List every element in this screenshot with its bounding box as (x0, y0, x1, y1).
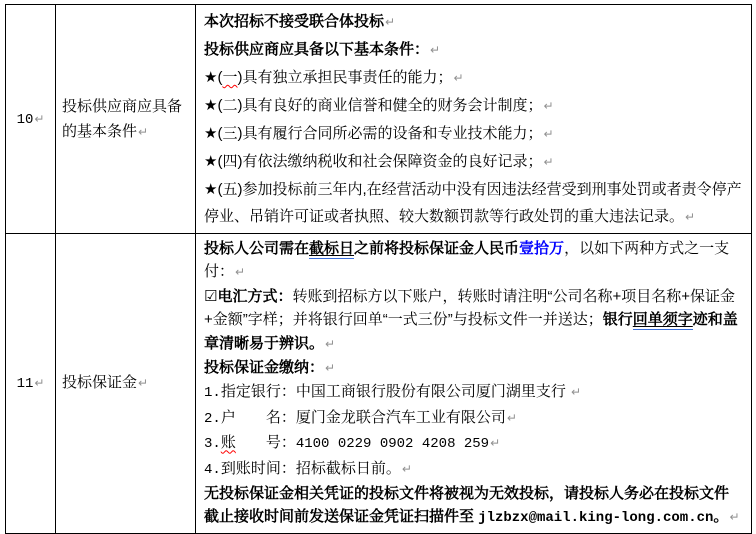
text-run: ★(五)参加投标前三年内,在经营活动中没有因违法经营受到刑事处罚或者责令停产停业、吊销许可证或者执照、较大数额罚款等行政处罚的重大违法记录。 (204, 181, 742, 225)
text-run: ，以如下两种方式之一支付： (204, 240, 730, 281)
list-index: 3. (204, 436, 221, 453)
paragraph-mark-icon: ↵ (138, 124, 149, 139)
content-cell[interactable] (196, 5, 752, 234)
payment-method-label: 电汇方式： (217, 287, 293, 305)
row-number: 10 (16, 112, 34, 128)
paragraph-mark-icon: ↵ (543, 99, 554, 113)
list-index: 1. (204, 385, 221, 402)
paragraph (204, 8, 743, 36)
arrival-time: 到账时间：招标截标日前。 (220, 459, 401, 477)
paragraph (204, 285, 743, 356)
text-run: )具有独立承担民事责任的能力； (237, 69, 453, 86)
paragraph-mark-icon: ↵ (453, 71, 464, 85)
list-index: 2. (204, 410, 221, 427)
text-run: ★(二)具有良好的商业信誉和健全的财务会计制度； (204, 97, 543, 114)
paragraph (204, 36, 743, 64)
paragraph-mark-icon: ↵ (729, 510, 740, 525)
paragraph-mark-icon: ↵ (325, 361, 336, 376)
checked-checkbox-icon: ☑ (204, 287, 218, 305)
paragraph-mark-icon: ↵ (138, 376, 149, 391)
spellcheck-flagged-text: 一 (222, 69, 238, 86)
section-label: 投标保证金缴纳： (204, 359, 325, 377)
paragraph (204, 482, 743, 531)
deadline-term: 截标日 (309, 240, 355, 257)
category-cell[interactable] (56, 234, 196, 534)
paragraph (204, 148, 743, 176)
account-number: 4100 0229 0902 4208 259 (295, 436, 490, 453)
row-number-cell[interactable] (6, 234, 56, 534)
account-name: 户 名：厦门金龙联合汽车工业有限公司 (220, 408, 506, 426)
paragraph-mark-icon: ↵ (543, 127, 554, 141)
text-run: 投标供应商应具备以下基本条件： (204, 41, 430, 58)
row-number: 11 (16, 376, 34, 393)
deposit-amount: 壹拾万 (519, 240, 565, 257)
paragraph (204, 176, 743, 231)
tender-requirements-table (5, 4, 752, 534)
text-run: 迹和盖章清晰易于辨识。 (204, 311, 738, 352)
paragraph (204, 431, 743, 456)
document-page (5, 4, 752, 534)
email-address: jlzbzx@mail.king-long.com.cn (478, 510, 714, 527)
format-flagged-text: 回单须字 (632, 311, 693, 329)
text-run: 银行 (602, 311, 633, 329)
paragraph-mark-icon: ↵ (34, 112, 45, 126)
paragraph-mark-icon: ↵ (430, 43, 441, 57)
text-run: 号： (235, 434, 296, 452)
list-index: 4. (204, 461, 221, 478)
paragraph (204, 120, 743, 148)
paragraph (204, 406, 743, 431)
row-number-cell[interactable] (6, 5, 56, 234)
text-run: 。 (713, 508, 729, 526)
bank-name: 指定银行：中国工商银行股份有限公司厦门湖里支行 (220, 383, 570, 401)
paragraph (204, 92, 743, 120)
paragraph-mark-icon: ↵ (570, 385, 582, 400)
table-row (6, 234, 752, 534)
table-row (6, 5, 752, 234)
paragraph (204, 237, 743, 285)
spellcheck-flagged-text: 账 (220, 434, 236, 452)
category-label: 投标保证金 (62, 374, 138, 392)
text-run: 本次招标不接受联合体投标 (204, 13, 385, 30)
text-run: ★(三)具有履行合同所必需的设备和专业技术能力； (204, 125, 543, 142)
paragraph-mark-icon: ↵ (401, 461, 412, 476)
paragraph-mark-icon: ↵ (490, 436, 501, 451)
paragraph-mark-icon: ↵ (685, 210, 696, 224)
paragraph-mark-icon: ↵ (506, 410, 517, 425)
paragraph (204, 457, 743, 482)
paragraph-mark-icon: ↵ (235, 265, 246, 280)
paragraph (204, 64, 743, 92)
category-label: 投标供应商应具备的基本条件 (62, 97, 183, 140)
paragraph-mark-icon: ↵ (543, 155, 554, 169)
content-cell[interactable] (196, 234, 752, 534)
text-run: ★( (204, 69, 223, 86)
warning-text: 无投标保证金相关凭证的投标文件将被视为无效投标，请投标人务必在投标文件截止接收时间前发送保证金凭证扫描件至 (204, 485, 730, 526)
paragraph-mark-icon: ↵ (34, 376, 45, 391)
paragraph-mark-icon: ↵ (325, 336, 336, 351)
category-cell[interactable] (56, 5, 196, 234)
paragraph-mark-icon: ↵ (385, 15, 396, 29)
text-run: 投标人公司需在 (204, 240, 310, 257)
text-run: 之前将投标保证金人民币 (354, 240, 520, 257)
text-run: 转账到招标方以下账户，转账时请注明“公司名称+项目名称+保证金+金额”字样；并将银行回单“一式三份”与投标文件一并送达； (204, 287, 735, 329)
text-run: ★(四)有依法缴纳税收和社会保障资金的良好记录； (204, 153, 543, 170)
paragraph (204, 380, 743, 405)
paragraph (204, 356, 743, 380)
